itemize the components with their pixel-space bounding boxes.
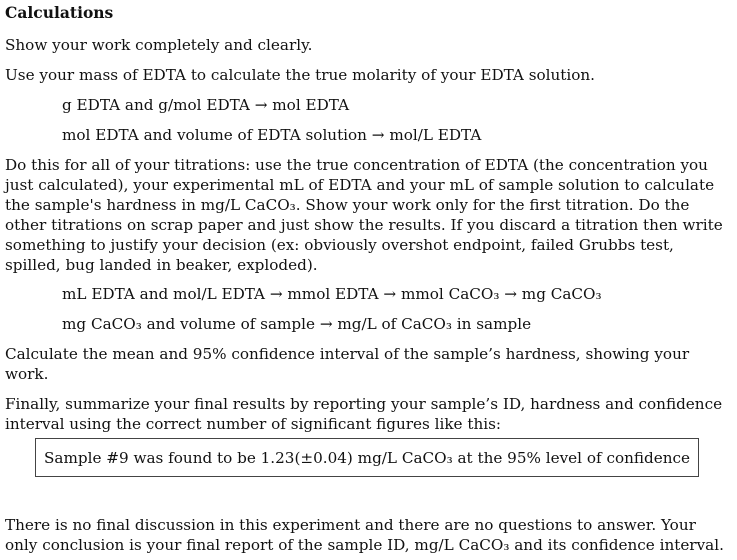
calc-step-mol-edta: g EDTA and g/mol EDTA → mol EDTA [62, 96, 350, 114]
calc-step-molarity: mol EDTA and volume of EDTA solution → mol/L EDTA [62, 126, 482, 144]
final-note: There is no final discussion in this experiment and there are no questions to answer. Your only conclusion is your final report of the sample ID, mg/L CaCO₃ and its confidence interval. [5, 516, 724, 554]
instruction-confidence-interval: Calculate the mean and 95% confidence interval of the sample’s hardness, showing your work. [5, 345, 690, 383]
example-result-box [35, 438, 699, 477]
instruction-show-work: Show your work completely and clearly. [5, 36, 313, 54]
example-result-text: Sample #9 was found to be 1.23(±0.04) mg/L CaCO₃ at the 95% level of confidence [44, 448, 690, 467]
calc-step-hardness: mg CaCO₃ and volume of sample → mg/L of CaCO₃ in sample [62, 315, 532, 333]
instruction-summary: Finally, summarize your final results by reporting your sample’s ID, hardness and confidence interval using the correct number of significant figures like this: [5, 395, 723, 433]
instruction-titrations: Do this for all of your titrations: use the true concentration of EDTA (the concentration you just calculated), your experimental mL of EDTA and your mL of sample solution to calculate the sample's hardness in mg/L CaCO₃. Show your work only for the first titration. Do the other titrations on scrap paper and just show the results. If you discard a titration then write something to justify your decision (ex: obviously overshot endpoint, failed Grubbs test, spilled, bug landed in beaker, exploded). [5, 156, 723, 274]
document-body [5, 3, 733, 444]
instruction-edta-molarity: Use your mass of EDTA to calculate the true molarity of your EDTA solution. [5, 66, 596, 84]
section-heading: Calculations [5, 3, 114, 22]
calc-step-mg-caco3: mL EDTA and mol/L EDTA → mmol EDTA → mmol CaCO₃ → mg CaCO₃ [62, 285, 602, 303]
